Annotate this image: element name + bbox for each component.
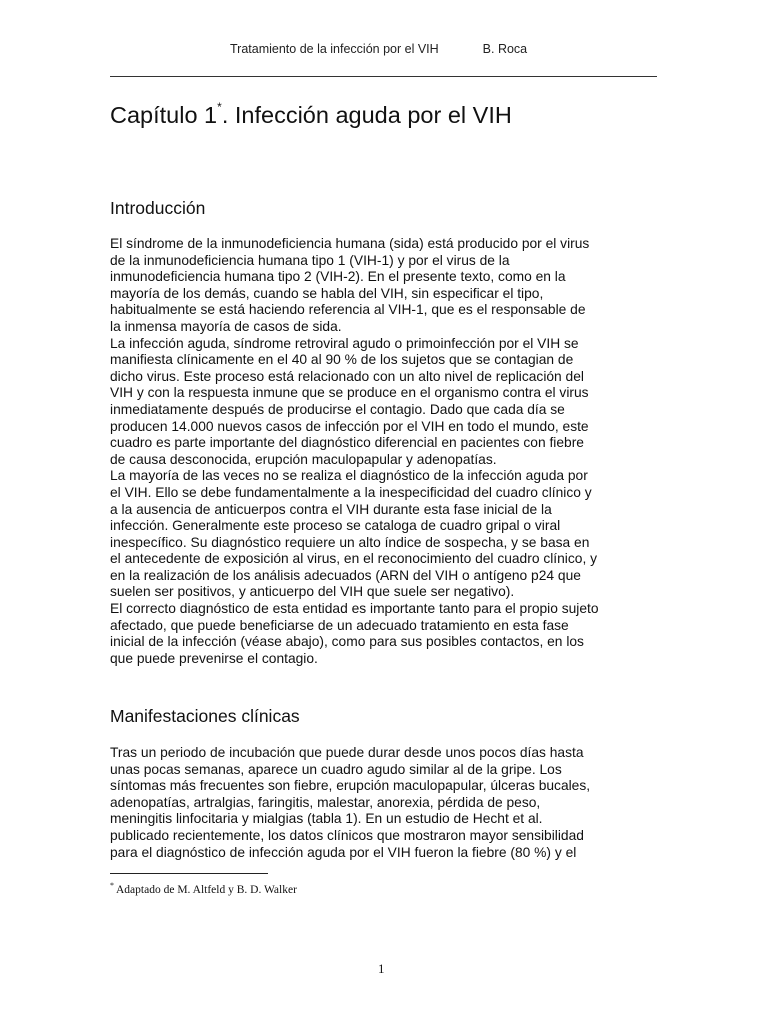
text-line: habitualmente se está haciendo referencia al VIH-1, que es el responsable de (110, 302, 586, 318)
text-line: dicho virus. Este proceso está relacionado con un alto nivel de replicación del (110, 368, 584, 384)
footnote-rule (110, 873, 268, 874)
text-line: La infección aguda, síndrome retroviral agudo o primoinfección por el VIH se (110, 335, 579, 351)
chapter-footnote-marker: * (217, 100, 222, 114)
text-line: mayoría de los demás, cuando se habla del VIH, sin especificar el tipo, (110, 285, 544, 301)
text-line: meningitis linfocitaria y mialgias (tabla 1). En un estudio de Hecht et al. (110, 811, 543, 827)
text-line: El correcto diagnóstico de esta entidad es importante tanto para el propio sujeto (110, 601, 599, 617)
text-line: el VIH. Ello se debe fundamentalmente a la inespecificidad del cuadro clínico y (110, 484, 592, 500)
introduccion-body (110, 236, 662, 667)
text-line: la inmensa mayoría de casos de sida. (110, 318, 342, 334)
text-line: síntomas más frecuentes son fiebre, erupción maculopapular, úlceras bucales, (110, 778, 591, 794)
running-header (230, 42, 527, 56)
text-line: inmediatamente después de producirse el contagio. Dado que cada día se (110, 401, 565, 417)
text-line: El síndrome de la inmunodeficiencia humana (sida) está producido por el virus (110, 236, 590, 251)
section-heading-introduccion: Introducción (110, 198, 206, 218)
text-line: adenopatías, artralgias, faringitis, malestar, anorexia, pérdida de peso, (110, 794, 541, 810)
footnote (110, 881, 297, 896)
page-number: 1 (378, 961, 385, 976)
footnote-text: Adaptado de M. Altfeld y B. D. Walker (116, 884, 297, 896)
text-line: en la realización de los análisis adecuados (ARN del VIH o antígeno p24 que (110, 567, 581, 583)
text-line: para el diagnóstico de infección aguda por el VIH fueron la fiebre (80 %) y el (110, 844, 577, 860)
section-heading-manifestaciones: Manifestaciones clínicas (110, 706, 300, 726)
text-line: Tras un periodo de incubación que puede durar desde unos pocos días hasta (110, 745, 584, 760)
header-rule (110, 76, 657, 77)
text-line: producen 14.000 nuevos casos de infección por el VIH en todo el mundo, este (110, 418, 589, 434)
chapter-title-suffix: . Infección aguda por el VIH (221, 102, 512, 128)
text-line: VIH y con la respuesta inmune que se produce en el organismo contra el virus (110, 385, 589, 401)
text-line: unas pocas semanas, aparece un cuadro agudo similar al de la gripe. Los (110, 761, 562, 777)
text-line: a la ausencia de anticuerpos contra el VIH durante esta fase inicial de la (110, 501, 552, 517)
text-line: el antecedente de exposición al virus, en el reconocimiento del cuadro clínico, y (110, 551, 598, 567)
text-line: infección. Generalmente este proceso se cataloga de cuadro gripal o viral (110, 518, 561, 534)
text-line: de causa desconocida, erupción maculopapular y adenopatías. (110, 451, 497, 467)
text-line: inicial de la infección (véase abajo), como para sus posibles contactos, en los (110, 634, 584, 650)
running-title: Tratamiento de la infección por el VIH (230, 42, 439, 56)
manifestaciones-body (110, 745, 662, 861)
text-line: de la inmunodeficiencia humana tipo 1 (VIH-1) y por el virus de la (110, 252, 510, 268)
text-line: inmunodeficiencia humana tipo 2 (VIH-2). En el presente texto, como en la (110, 269, 566, 285)
text-line: que puede prevenirse el contagio. (110, 650, 318, 666)
text-line: afectado, que puede beneficiarse de un adecuado tratamiento en esta fase (110, 617, 569, 633)
footnote-marker: * (110, 881, 114, 890)
text-line: inespecífico. Su diagnóstico requiere un alto índice de sospecha, y se basa en (110, 534, 590, 550)
chapter-title-prefix: Capítulo 1 (110, 102, 218, 128)
text-line: publicado recientemente, los datos clínicos que mostraron mayor sensibilidad (110, 827, 584, 843)
header-author: B. Roca (482, 42, 528, 56)
text-line: manifiesta clínicamente en el 40 al 90 % de los sujetos que se contagian de (110, 352, 574, 368)
chapter-title (110, 100, 512, 129)
text-line: cuadro es parte importante del diagnóstico diferencial en pacientes con fiebre (110, 435, 584, 451)
text-line: La mayoría de las veces no se realiza el diagnóstico de la infección aguda por (110, 468, 588, 484)
text-line: suelen ser positivos, y anticuerpo del VIH que suele ser negativo). (110, 584, 515, 600)
